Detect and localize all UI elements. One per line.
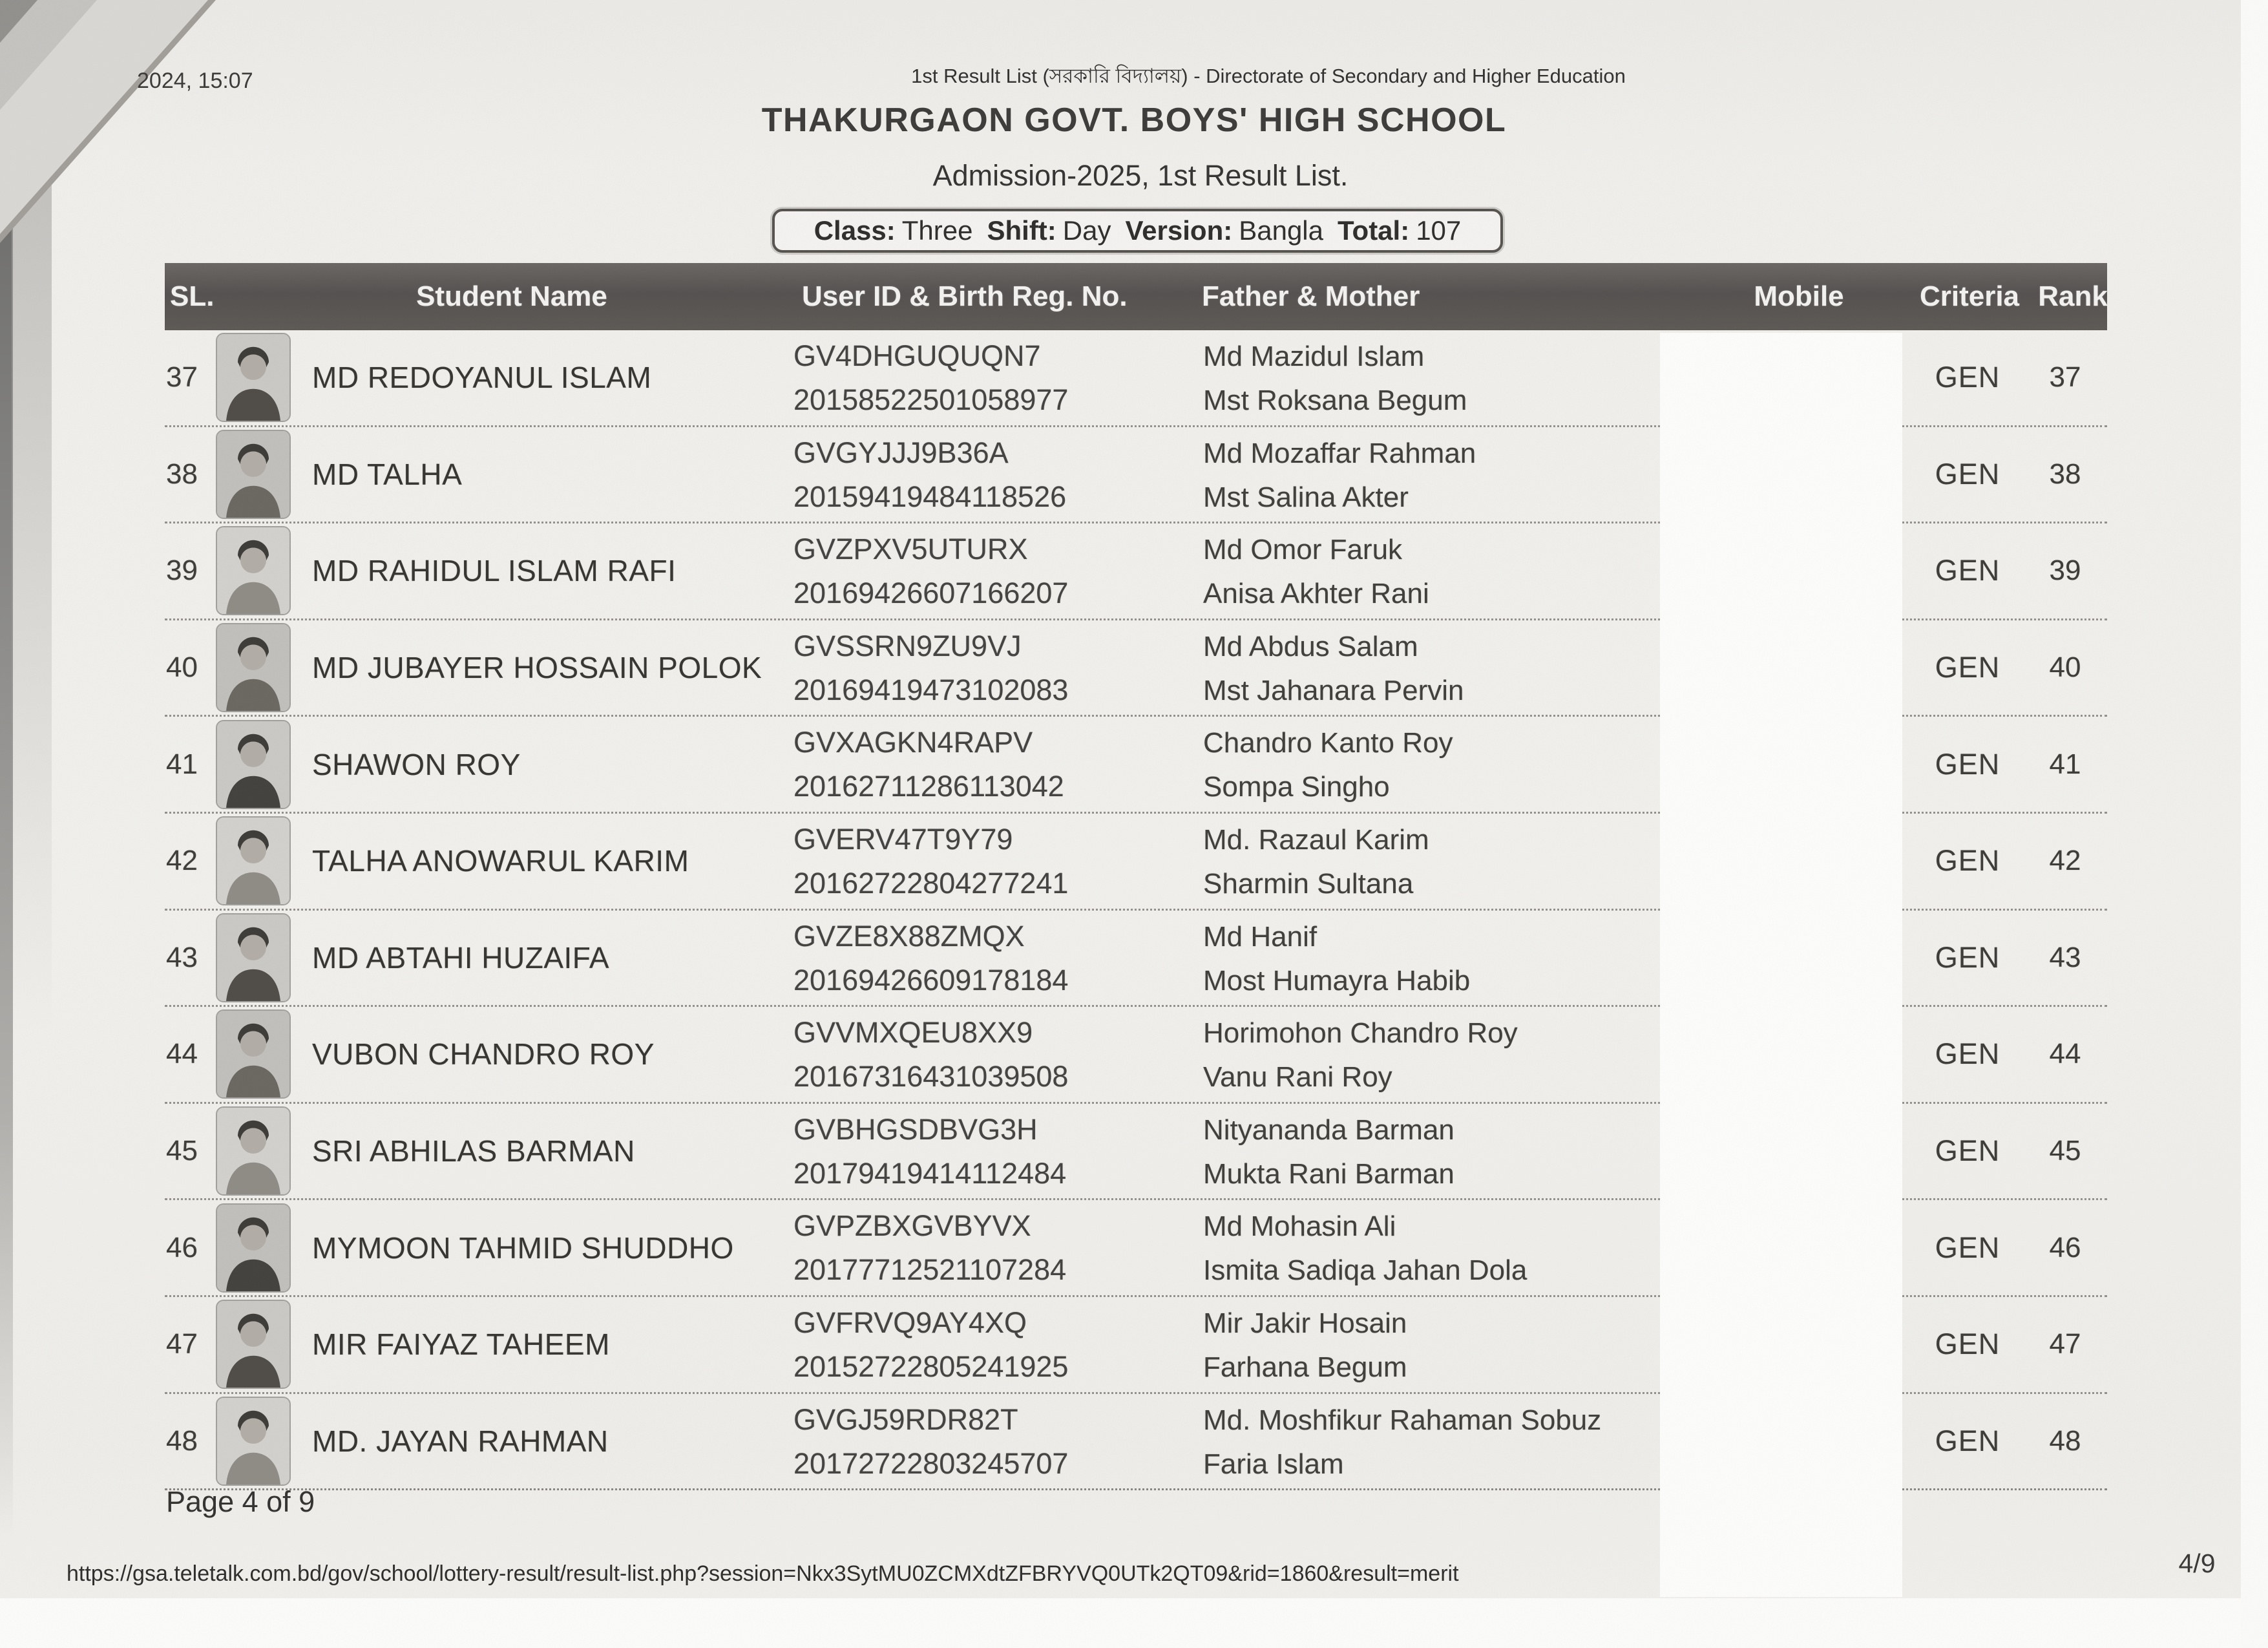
rank-value: 47 <box>2049 1328 2081 1360</box>
mother-name: Mst Roksana Begum <box>1203 385 1467 416</box>
sl-number: 41 <box>166 748 198 780</box>
student-photo <box>216 1106 291 1196</box>
criteria-value: GEN <box>1935 1134 2000 1168</box>
rank-value: 46 <box>2049 1231 2081 1263</box>
page-count-text: Page 4 of 9 <box>166 1485 315 1518</box>
student-photo <box>216 913 291 1002</box>
header-criteria: Criteria <box>1919 280 2020 312</box>
rank-value: 44 <box>2049 1038 2081 1070</box>
sl-number: 43 <box>166 941 198 973</box>
mobile-column-redaction <box>1660 333 1902 1597</box>
portrait-avatar-icon <box>217 914 289 1001</box>
criteria-value: GEN <box>1935 1231 2000 1264</box>
mother-name: Sompa Singho <box>1203 771 1390 803</box>
page-indicator: 4/9 <box>2178 1548 2216 1578</box>
version-label: Version: <box>1125 215 1233 246</box>
sl-number: 42 <box>166 845 198 877</box>
father-name: Horimohon Chandro Roy <box>1203 1017 1518 1050</box>
student-name: MD. JAYAN RAHMAN <box>312 1424 609 1458</box>
father-name: Md Mohasin Ali <box>1203 1210 1396 1243</box>
student-photo <box>216 816 291 905</box>
criteria-value: GEN <box>1935 940 2000 974</box>
birth-reg-no: 20172722803245707 <box>793 1446 1069 1480</box>
birth-reg-no: 20167316431039508 <box>793 1060 1069 1093</box>
criteria-value: GEN <box>1935 651 2000 684</box>
header-sl: SL. <box>170 280 215 312</box>
portrait-avatar-icon <box>217 334 289 421</box>
criteria-value: GEN <box>1935 1327 2000 1361</box>
user-id: GVGYJJJ9B36A <box>793 436 1009 469</box>
rank-value: 39 <box>2049 555 2081 587</box>
criteria-value: GEN <box>1935 361 2000 394</box>
class-label: Class: <box>814 215 896 246</box>
birth-reg-no: 20177712521107284 <box>793 1253 1067 1287</box>
father-name: Md. Razaul Karim <box>1203 823 1429 856</box>
student-name: MD JUBAYER HOSSAIN POLOK <box>312 651 762 685</box>
student-photo <box>216 1203 291 1293</box>
rank-value: 41 <box>2049 748 2081 780</box>
sl-number: 45 <box>166 1135 198 1167</box>
portrait-avatar-icon <box>217 624 289 711</box>
portrait-avatar-icon <box>217 1398 289 1484</box>
student-name: SRI ABHILAS BARMAN <box>312 1134 635 1168</box>
father-name: Md Mozaffar Rahman <box>1203 437 1476 469</box>
mother-name: Vanu Rani Roy <box>1203 1061 1392 1093</box>
father-name: Chandro Kanto Roy <box>1203 727 1453 759</box>
user-id: GVPZBXGVBYVX <box>793 1209 1031 1243</box>
portrait-avatar-icon <box>217 818 289 904</box>
mother-name: Anisa Akhter Rani <box>1203 578 1429 610</box>
header-rank: Rank <box>2038 280 2108 312</box>
student-name: VUBON CHANDRO ROY <box>312 1037 655 1072</box>
father-name: Md. Moshfikur Rahaman Sobuz <box>1203 1404 1602 1436</box>
criteria-value: GEN <box>1935 1424 2000 1457</box>
sl-number: 48 <box>166 1424 198 1457</box>
scan-right-margin <box>2241 0 2268 1648</box>
father-name: Md Omor Faruk <box>1203 534 1403 566</box>
scan-bottom-margin <box>0 1598 2268 1648</box>
father-name: Md Abdus Salam <box>1203 630 1418 662</box>
header-user-id: User ID & Birth Reg. No. <box>802 280 1128 312</box>
student-name: MD ABTAHI HUZAIFA <box>312 940 610 975</box>
criteria-value: GEN <box>1935 1037 2000 1071</box>
mother-name: Mukta Rani Barman <box>1203 1157 1454 1190</box>
father-name: Nityananda Barman <box>1203 1114 1454 1146</box>
criteria-value: GEN <box>1935 747 2000 781</box>
rank-value: 43 <box>2049 941 2081 973</box>
header-father-mother: Father & Mother <box>1202 280 1420 312</box>
user-id: GV4DHGUQUQN7 <box>793 339 1041 372</box>
shift-label: Shift: <box>987 215 1056 246</box>
table-header-row <box>165 263 2107 330</box>
student-name: MD TALHA <box>312 457 463 491</box>
sl-number: 40 <box>166 651 198 684</box>
rank-value: 48 <box>2049 1424 2081 1457</box>
student-photo <box>216 1009 291 1099</box>
birth-reg-no: 20179419414112484 <box>793 1156 1067 1190</box>
rank-value: 40 <box>2049 651 2081 684</box>
student-photo <box>216 333 291 422</box>
class-meta-box <box>772 209 1503 253</box>
sl-number: 39 <box>166 555 198 587</box>
birth-reg-no: 20159419484118526 <box>793 480 1067 513</box>
user-id: GVFRVQ9AY4XQ <box>793 1305 1027 1339</box>
mother-name: Faria Islam <box>1203 1448 1344 1480</box>
birth-reg-no: 20162722804277241 <box>793 866 1069 900</box>
birth-reg-no: 20169419473102083 <box>793 673 1069 706</box>
user-id: GVZPXV5UTURX <box>793 533 1028 566</box>
birth-reg-no: 20169426609178184 <box>793 963 1069 997</box>
portrait-avatar-icon <box>217 431 289 518</box>
user-id: GVSSRN9ZU9VJ <box>793 629 1022 662</box>
shift-value: Day <box>1062 215 1111 246</box>
student-photo <box>216 430 291 519</box>
student-photo <box>216 1397 291 1486</box>
user-id: GVERV47T9Y79 <box>793 822 1013 856</box>
portrait-avatar-icon <box>217 1108 289 1194</box>
portrait-avatar-icon <box>217 1301 289 1388</box>
student-name: MD RAHIDUL ISLAM RAFI <box>312 554 677 588</box>
student-photo <box>216 1300 291 1389</box>
father-name: Mir Jakir Hosain <box>1203 1307 1407 1339</box>
student-photo <box>216 623 291 712</box>
birth-reg-no: 20162711286113042 <box>793 770 1064 803</box>
mother-name: Sharmin Sultana <box>1203 867 1414 900</box>
criteria-value: GEN <box>1935 457 2000 491</box>
student-name: MD REDOYANUL ISLAM <box>312 361 652 395</box>
version-value: Bangla <box>1239 215 1323 246</box>
student-name: MIR FAIYAZ TAHEEM <box>312 1327 610 1362</box>
user-id: GVXAGKN4RAPV <box>793 726 1033 759</box>
class-value: Three <box>901 215 973 246</box>
rank-value: 38 <box>2049 458 2081 490</box>
student-name: SHAWON ROY <box>312 747 521 781</box>
student-photo <box>216 526 291 615</box>
student-photo <box>216 720 291 809</box>
criteria-value: GEN <box>1935 844 2000 878</box>
user-id: GVZE8X88ZMQX <box>793 919 1025 953</box>
portrait-avatar-icon <box>217 527 289 614</box>
result-subtitle: Admission-2025, 1st Result List. <box>932 159 1349 192</box>
print-timestamp: 2024, 15:07 <box>137 69 253 93</box>
user-id: GVGJ59RDR82T <box>793 1402 1018 1436</box>
rank-value: 37 <box>2049 361 2081 394</box>
mother-name: Mst Jahanara Pervin <box>1203 674 1464 706</box>
mother-name: Most Humayra Habib <box>1203 964 1471 997</box>
portrait-avatar-icon <box>217 1205 289 1291</box>
mother-name: Ismita Sadiqa Jahan Dola <box>1203 1254 1528 1287</box>
user-id: GVVMXQEU8XX9 <box>793 1016 1033 1050</box>
sl-number: 44 <box>166 1038 198 1070</box>
user-id: GVBHGSDBVG3H <box>793 1112 1038 1146</box>
header-mobile: Mobile <box>1754 280 1844 312</box>
student-name: TALHA ANOWARUL KARIM <box>312 844 689 878</box>
rank-value: 42 <box>2049 845 2081 877</box>
print-header-title: 1st Result List (সরকারি বিদ্যালয়) - Directorate of Secondary and Higher Education <box>911 65 1626 87</box>
total-value: 107 <box>1416 215 1462 246</box>
father-name: Md Hanif <box>1203 920 1318 953</box>
portrait-avatar-icon <box>217 1011 289 1097</box>
sl-number: 47 <box>166 1328 198 1360</box>
sl-number: 46 <box>166 1231 198 1263</box>
birth-reg-no: 20152722805241925 <box>793 1349 1069 1383</box>
father-name: Md Mazidul Islam <box>1203 341 1425 372</box>
criteria-value: GEN <box>1935 554 2000 587</box>
mother-name: Farhana Begum <box>1203 1351 1407 1383</box>
sl-number: 38 <box>166 458 198 490</box>
sl-number: 37 <box>166 361 198 394</box>
birth-reg-no: 20158522501058977 <box>793 383 1069 416</box>
student-name: MYMOON TAHMID SHUDDHO <box>312 1231 734 1265</box>
mother-name: Mst Salina Akter <box>1203 481 1409 513</box>
header-student-name: Student Name <box>416 280 607 312</box>
school-name: THAKURGAON GOVT. BOYS' HIGH SCHOOL <box>761 101 1507 139</box>
rank-value: 45 <box>2049 1135 2081 1167</box>
portrait-avatar-icon <box>217 721 289 808</box>
source-url: https://gsa.teletalk.com.bd/gov/school/lottery-result/result-list.php?session=Nkx3SytMU0ZCMXdtZFBRYVQ0UTk2QT09&rid=1860&result=merit <box>67 1561 1459 1586</box>
birth-reg-no: 20169426607166207 <box>793 576 1069 610</box>
total-label: Total: <box>1338 215 1410 246</box>
